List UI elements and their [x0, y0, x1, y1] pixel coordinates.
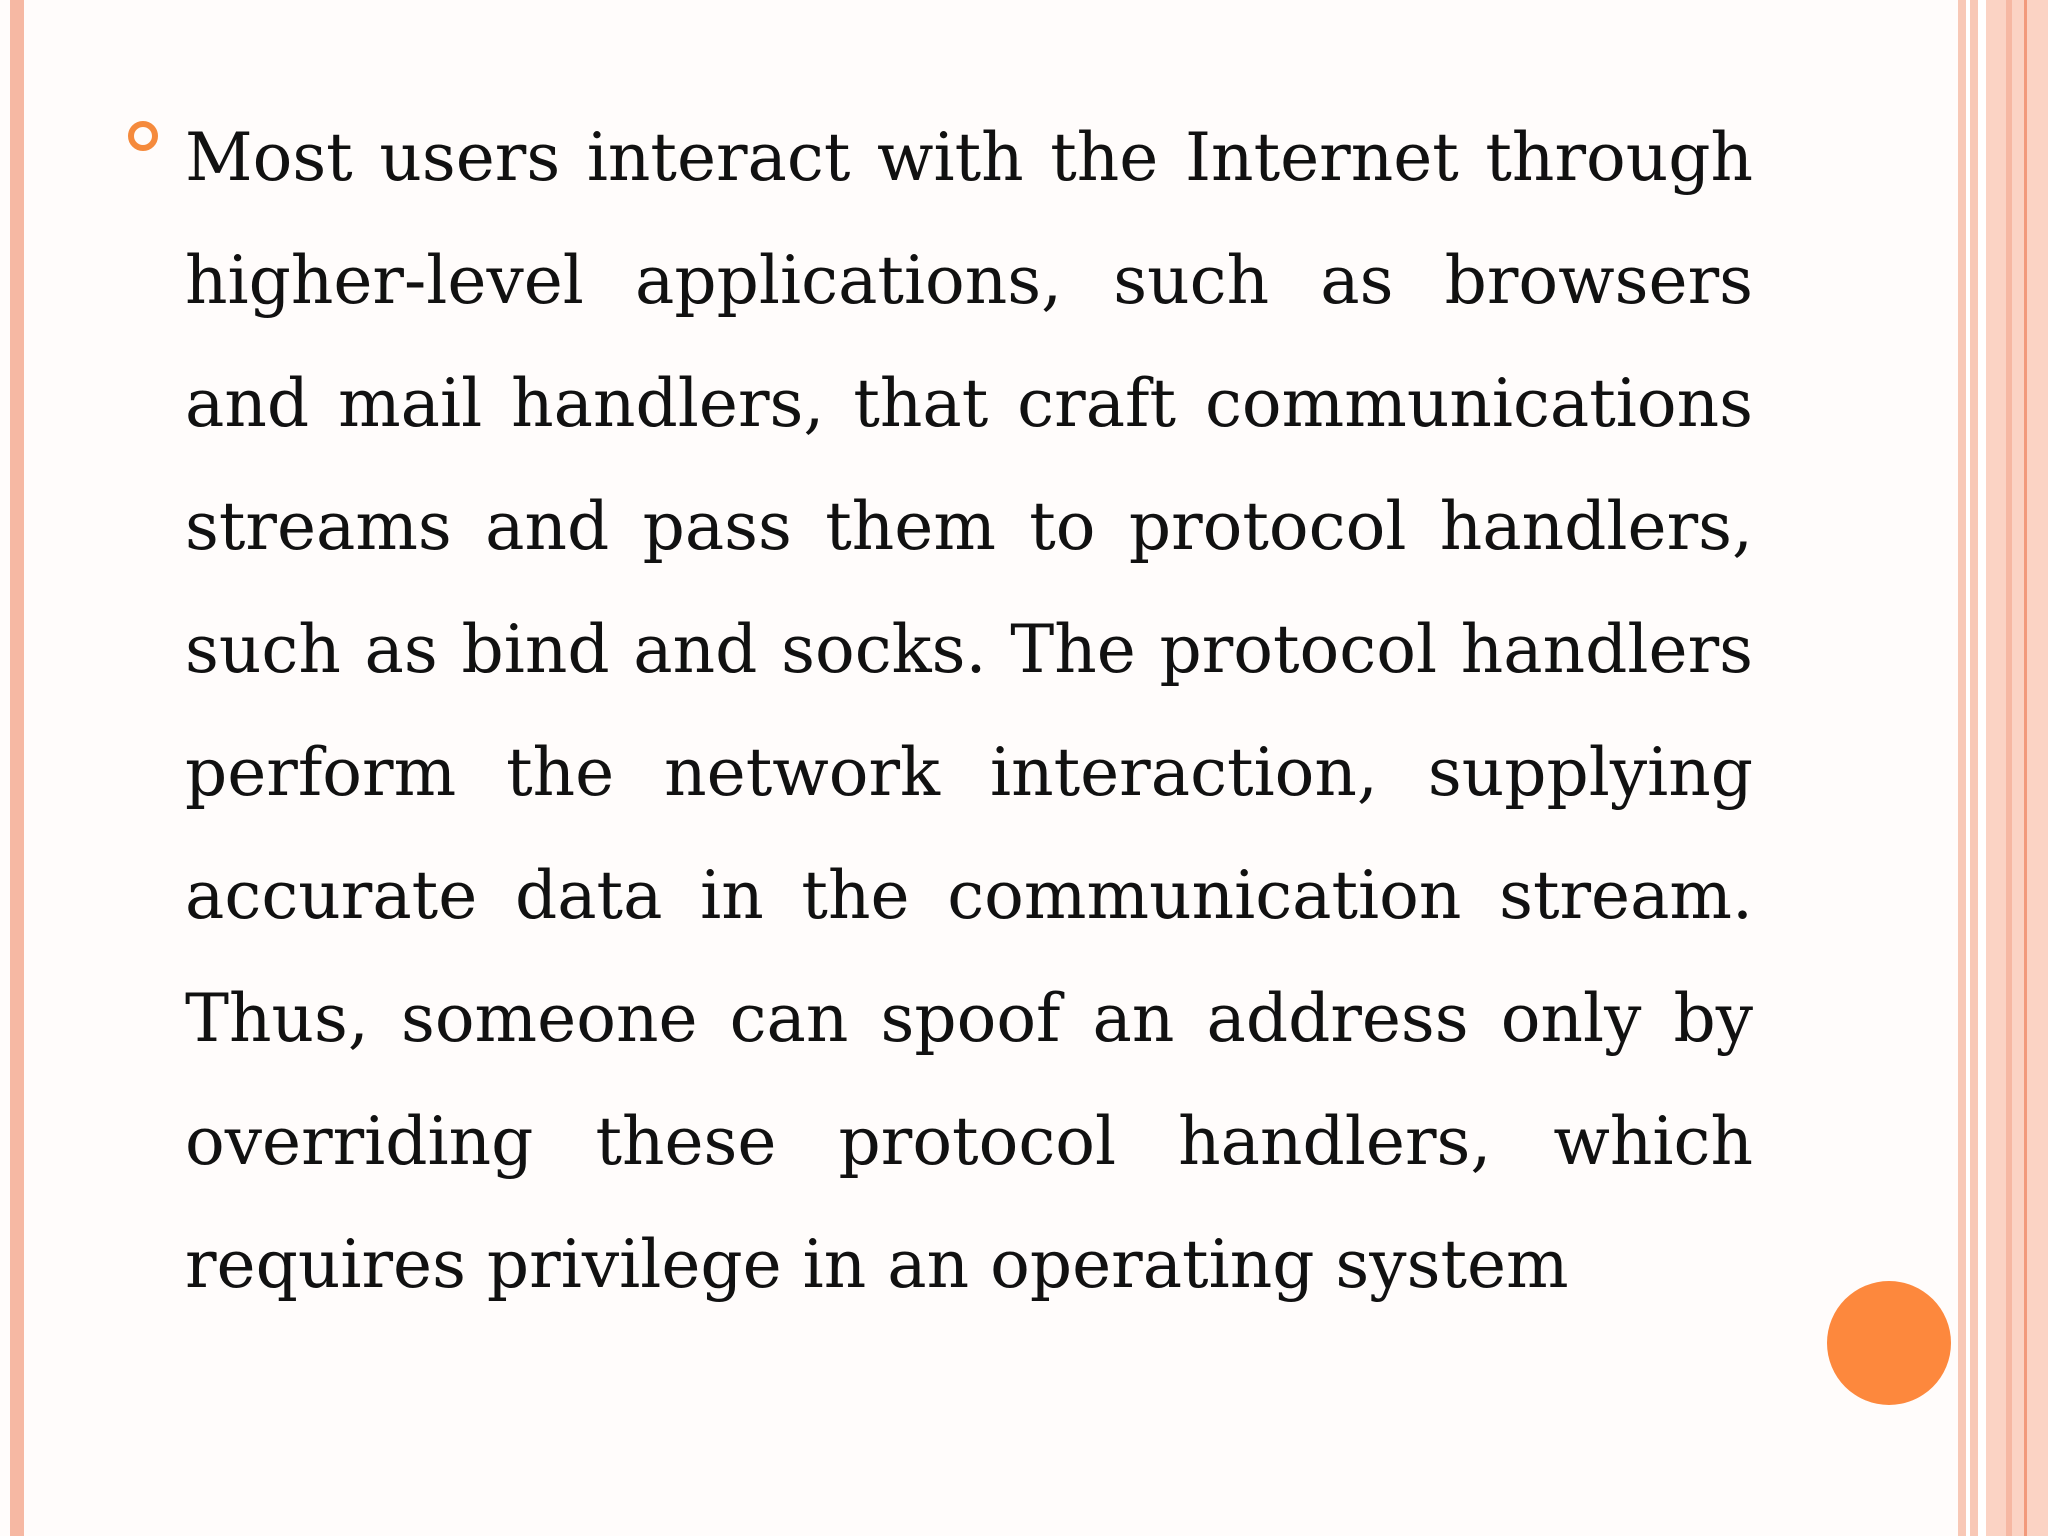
orange-circle-icon [1827, 1281, 1951, 1405]
left-border-stripe [10, 0, 24, 1536]
right-border-line [2024, 0, 2027, 1536]
right-border-stripe [1970, 0, 1978, 1536]
right-border-band [1986, 0, 2048, 1536]
slide-body [185, 96, 1753, 1326]
bullet-paragraph: Most users interact with the Internet through higher-level applications, such as browsers and mail handlers, that craft communications streams and pass them to protocol handlers, such as bind and socks. The protocol handlers perform the network interaction, supplying accurate data in the communication stream. Thus, someone can spoof an address only by overriding these protocol handlers, which requires privilege in an operating system [185, 119, 1753, 1303]
right-border-gap [1978, 0, 1986, 1536]
right-border-line [2006, 0, 2012, 1536]
bullet-circle-icon [128, 121, 158, 151]
right-border-stripe [1958, 0, 1966, 1536]
